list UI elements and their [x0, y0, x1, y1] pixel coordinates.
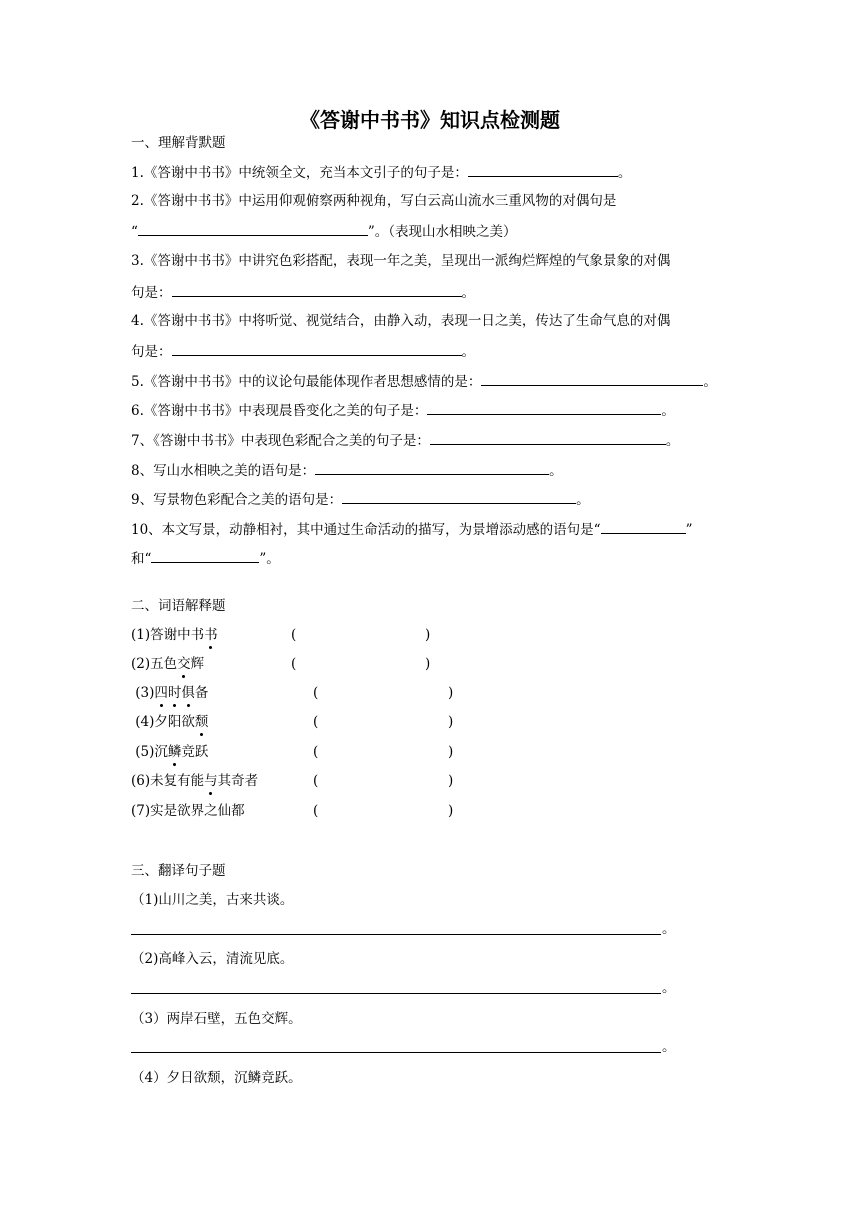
question-4-line-2: [131, 341, 475, 361]
translation-period: 。: [662, 1039, 676, 1055]
translation-answer-line[interactable]: [131, 993, 661, 994]
vocab-dotted-char: 俱: [181, 685, 195, 701]
section-heading-3: 三、翻译句子题: [131, 863, 226, 879]
question-7-text: 7、《答谢中书书》中表现色彩配合之美的句子是：: [131, 433, 430, 449]
translation-period: 。: [662, 921, 676, 937]
translation-sentence: （4）夕日欲颓，沉鳞竞跃。: [131, 1070, 302, 1086]
translation-answer-line[interactable]: [131, 1052, 661, 1053]
vocab-dotted-char: 四: [154, 685, 168, 701]
vocab-term: (1)答谢中书: [131, 627, 205, 643]
answer-paren-close: ): [448, 714, 454, 730]
vocab-term: (7)实是欲界之仙都: [131, 803, 245, 819]
vocab-item: [131, 684, 208, 702]
section-heading-2: 二、词语解释题: [131, 598, 226, 614]
vocab-item: [131, 802, 245, 820]
question-8-period: 。: [549, 463, 563, 479]
question-10-text: 10、本文写景，动静相衬，其中通过生命活动的描写，为景增添动感的语句是“: [131, 522, 601, 538]
answer-blank-9[interactable]: [342, 489, 576, 504]
question-7-period: 。: [665, 433, 680, 449]
vocab-item: [131, 713, 208, 731]
answer-paren-close: ): [448, 803, 454, 819]
question-10-end: ”。: [259, 551, 280, 567]
question-10-and: 和“: [131, 551, 152, 567]
answer-paren-close: ): [425, 656, 431, 672]
answer-paren-open: (: [313, 803, 319, 819]
question-2-open-quote: “: [131, 224, 138, 240]
answer-blank-7[interactable]: [430, 430, 666, 445]
answer-paren-open: (: [313, 744, 319, 760]
question-6: [131, 400, 675, 420]
answer-blank-2[interactable]: [138, 221, 368, 236]
vocab-term: (5)沉: [131, 744, 168, 760]
question-3-line-1: 3.《答谢中书书》中讲究色彩搭配，表现一年之美，呈现出一派绚烂辉煌的气象景象的对偶: [131, 253, 671, 269]
answer-blank-8[interactable]: [315, 460, 549, 475]
question-9-period: 。: [576, 492, 590, 508]
vocab-dotted-char: 时: [167, 685, 182, 701]
answer-paren-open: (: [291, 627, 297, 643]
question-4-period: 。: [461, 344, 475, 360]
question-4-label: 句是：: [131, 344, 172, 360]
vocab-dotted-char: 与: [204, 773, 218, 789]
question-1-period: 。: [617, 165, 632, 181]
question-1-text: 1.《答谢中书书》中统领全文，充当本文引子的句子是：: [131, 165, 468, 181]
translation-answer-line[interactable]: [131, 934, 661, 935]
question-6-text: 6.《答谢中书书》中表现晨昏变化之美的句子是：: [131, 403, 428, 419]
answer-paren-open: (: [313, 685, 319, 701]
answer-blank-3[interactable]: [172, 282, 462, 297]
answer-blank-6[interactable]: [427, 400, 661, 415]
question-3-line-2: [131, 282, 475, 302]
vocab-term: (2)五色: [131, 656, 178, 672]
vocab-item: [131, 655, 204, 673]
question-10-line-2: [131, 548, 280, 568]
question-8-text: 8、写山水相映之美的语句是：: [131, 463, 316, 479]
vocab-term: (6)未复有能: [131, 773, 205, 789]
question-9-text: 9、写景物色彩配合之美的语句是：: [131, 492, 343, 508]
question-10-close-quote: ”: [685, 522, 693, 538]
vocab-term-suffix: 辉: [190, 656, 205, 672]
translation-period: 。: [662, 980, 676, 996]
question-3-label: 句是：: [131, 285, 172, 301]
question-3-period: 。: [461, 285, 475, 301]
question-2-close-note: ”。（表现山水相映之美）: [367, 224, 517, 240]
vocab-item: [131, 772, 258, 790]
question-5-period: 。: [703, 374, 717, 390]
question-6-period: 。: [661, 403, 675, 419]
answer-blank-10b[interactable]: [151, 548, 259, 563]
vocab-dotted-char: 鳞: [167, 744, 182, 760]
answer-blank-4[interactable]: [172, 341, 462, 356]
answer-paren-open: (: [291, 656, 297, 672]
answer-paren-close: ): [448, 685, 454, 701]
vocab-term-suffix: 竞跃: [181, 744, 209, 760]
answer-paren-open: (: [313, 714, 319, 730]
page-title: 《答谢中书书》知识点检测题: [300, 108, 560, 132]
vocab-item: [131, 743, 208, 761]
answer-paren-close: ): [448, 744, 454, 760]
question-2-line-1: 2.《答谢中书书》中运用仰观俯察两种视角，写白云高山流水三重风物的对偶句是: [131, 193, 617, 209]
vocab-item: [131, 626, 218, 644]
translation-sentence: （2)高峰入云，清流见底。: [131, 951, 294, 967]
question-5: [131, 371, 717, 391]
vocab-term: (4)夕阳欲: [131, 714, 195, 730]
question-7: [131, 430, 679, 450]
answer-paren-open: (: [313, 773, 319, 789]
vocab-term-suffix: 备: [194, 685, 209, 701]
answer-blank-1[interactable]: [468, 162, 618, 177]
vocab-dotted-char: 颓: [194, 714, 209, 730]
section-heading-1: 一、理解背默题: [131, 135, 226, 151]
translation-sentence: （1)山川之美，古来共谈。: [131, 892, 294, 908]
question-5-text: 5.《答谢中书书》中的议论句最能体现作者思想感情的是：: [131, 374, 482, 390]
vocab-dotted-char: 交: [177, 656, 191, 672]
vocab-dotted-char: 书: [204, 627, 218, 643]
question-10-line-1: [131, 519, 693, 539]
vocab-term-suffix: 其奇者: [217, 773, 259, 789]
answer-paren-close: ): [425, 627, 431, 643]
question-1: [131, 162, 631, 182]
answer-blank-10a[interactable]: [601, 519, 686, 534]
question-2-line-2: [131, 221, 517, 241]
answer-paren-close: ): [448, 773, 454, 789]
question-8: [131, 460, 563, 480]
question-9: [131, 489, 590, 509]
translation-sentence: （3）两岸石壁，五色交辉。: [131, 1011, 302, 1027]
answer-blank-5[interactable]: [481, 371, 703, 386]
vocab-term: (3): [131, 685, 155, 701]
question-4-line-1: 4.《答谢中书书》中将听觉、视觉结合，由静入动，表现一日之美，传达了生命气息的对偶: [131, 313, 671, 329]
